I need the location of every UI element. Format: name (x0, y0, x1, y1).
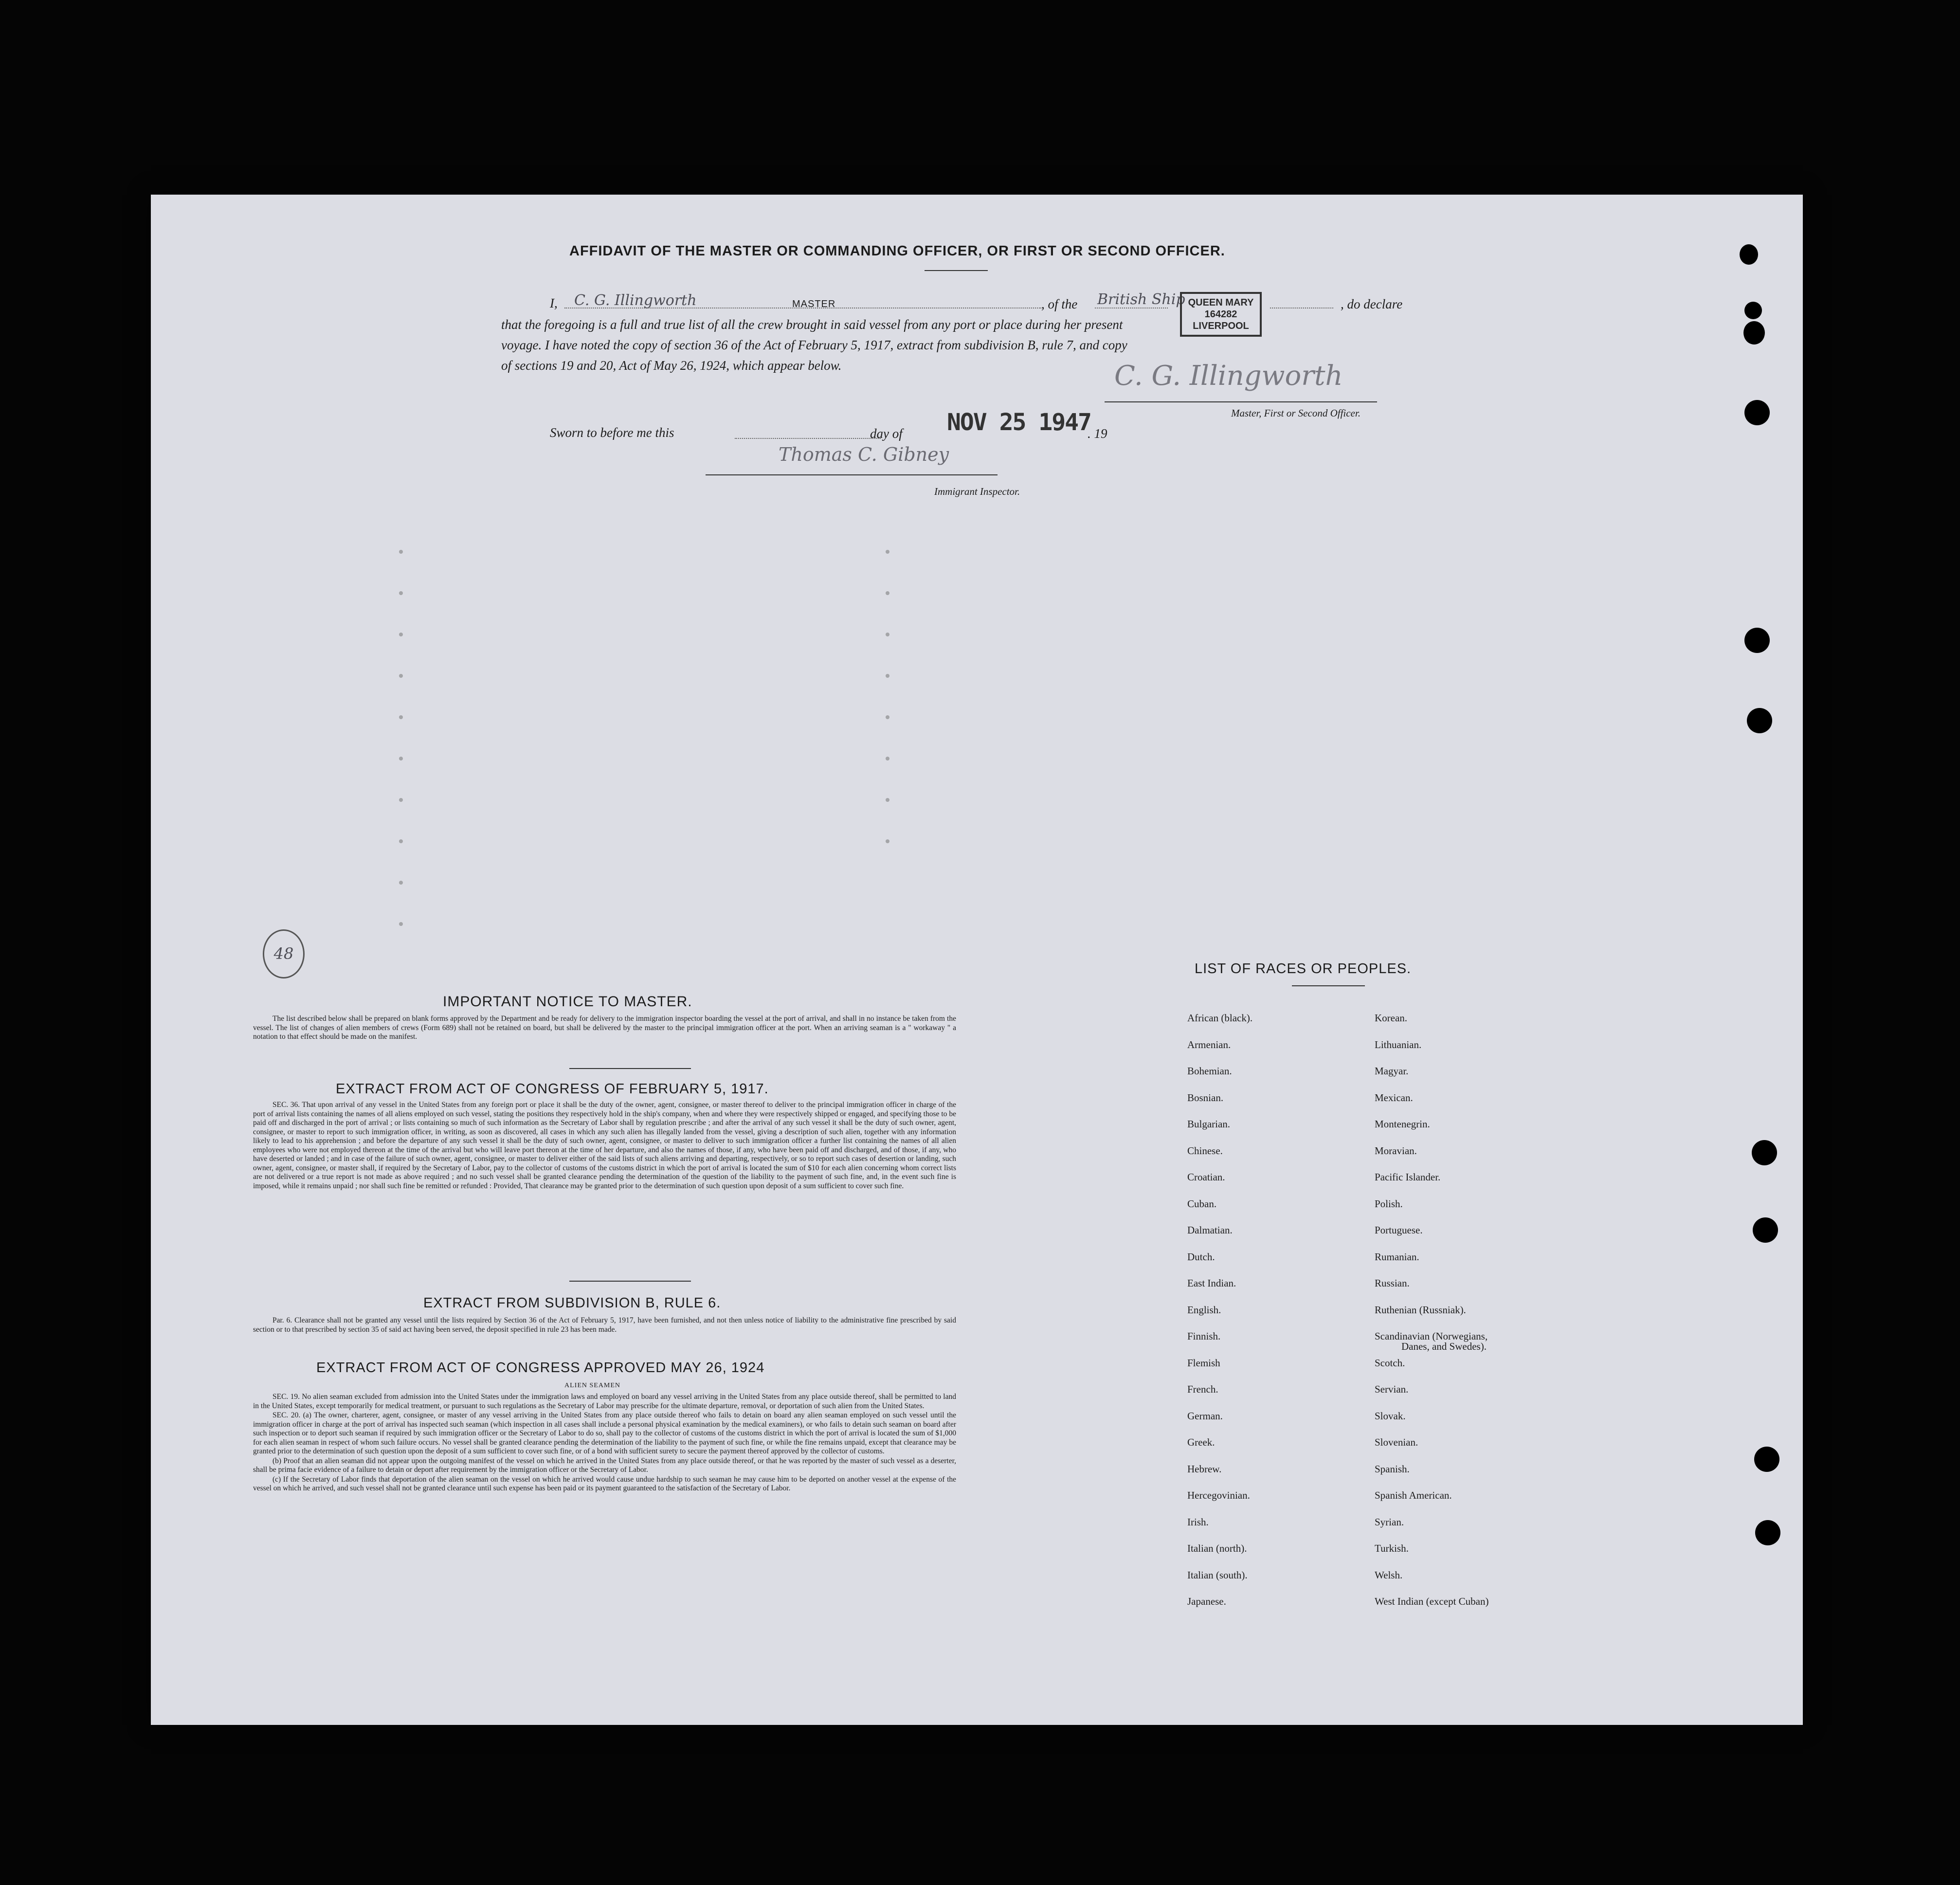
affidavit-line2: that the foregoing is a full and true list of all the crew brought in said vessel from any port or place during her present (501, 317, 1123, 332)
bleed-dot (886, 550, 889, 554)
extract-1924-text (253, 1393, 956, 1494)
of-the-label: , of the (1041, 297, 1078, 311)
divider (569, 1068, 691, 1069)
race-left-item: Cuban. (1187, 1197, 1217, 1210)
punch-hole (1752, 1140, 1777, 1165)
race-right-item: Magyar. (1375, 1065, 1409, 1077)
bleed-dot (399, 591, 403, 595)
bleed-dot (886, 674, 889, 678)
bleed-dot (399, 715, 403, 719)
bleed-dot (886, 591, 889, 595)
race-right-item: Mexican. (1375, 1091, 1413, 1104)
race-right-item: West Indian (except Cuban) (1375, 1595, 1489, 1607)
stamp-port: LIVERPOOL (1193, 321, 1249, 331)
race-right-item: Spanish American. (1375, 1489, 1452, 1501)
race-left-item: Hebrew. (1187, 1463, 1222, 1475)
race-right-item: Scotch. (1375, 1357, 1405, 1369)
extract-1924-title: EXTRACT FROM ACT OF CONGRESS APPROVED MAY 26, 1924 (316, 1360, 765, 1376)
race-right-item: Spanish. (1375, 1463, 1410, 1475)
race-right-item: Syrian. (1375, 1516, 1404, 1528)
race-right-item: Moravian. (1375, 1144, 1417, 1157)
notice-title: IMPORTANT NOTICE TO MASTER. (443, 994, 692, 1010)
race-right-item: Ruthenian (Russniak). (1375, 1304, 1466, 1316)
affidavit-line1-prefix: I, (550, 296, 558, 310)
race-right-item: Pacific Islander. (1375, 1171, 1441, 1183)
race-right-item: Portuguese. (1375, 1224, 1423, 1236)
race-continuation: Danes, and Swedes). (1401, 1341, 1487, 1352)
affidavit-title: AFFIDAVIT OF THE MASTER OR COMMANDING OFFICER, OR FIRST OR SECOND OFFICER. (569, 243, 1225, 259)
stamp-ship-name: QUEEN MARY (1188, 297, 1254, 308)
punch-hole (1744, 628, 1770, 653)
race-right-item: Lithuanian. (1375, 1038, 1422, 1051)
race-left-item: Bosnian. (1187, 1091, 1224, 1104)
circled-margin-mark (263, 929, 305, 979)
race-left-item: English. (1187, 1304, 1221, 1316)
punch-hole (1740, 244, 1758, 265)
section-20c-paragraph: (c) If the Secretary of Labor finds that deportation of the alien seaman on the vessel on which he arrived would cause undue hardship to such seaman he may cause him to be deported on another vessel at the expense of the vessel on which he arrived, and such vessel shall not be granted clearance until such expense has been paid or its payment guaranteed to the satisfaction of the Secretary of Labor. (253, 1475, 956, 1492)
race-right-item: Turkish. (1375, 1542, 1409, 1554)
section-19-paragraph: SEC. 19. No alien seaman excluded from admission into the United States under the immigration laws and employed on board any vessel arriving in the United States from any place outside thereof, shall be permitted to land in the United States, except temporarily for medical treatment, or pursuant to such regulations as the Secretary of Labor may prescribe for the ultimate departure, removal, or deportation of such alien from the United States. (253, 1393, 956, 1410)
race-left-item: Dalmatian. (1187, 1224, 1233, 1236)
day-blank (735, 438, 881, 439)
race-right-item: Slovak. (1375, 1410, 1406, 1422)
race-left-item: Chinese. (1187, 1144, 1223, 1157)
ship-name-stamp (1180, 292, 1262, 337)
race-right-item: Polish. (1375, 1197, 1403, 1210)
race-right-item: Scandinavian (Norwegians, (1375, 1330, 1488, 1342)
punch-hole (1747, 708, 1772, 733)
races-underline (1292, 985, 1365, 986)
date-stamp: NOV 25 1947 (947, 409, 1091, 436)
alien-seamen-subtitle: ALIEN SEAMEN (564, 1382, 621, 1389)
master-name-handwritten: C. G. Illingworth (574, 292, 697, 309)
declare-label: , do declare (1341, 297, 1403, 311)
signature-line (1105, 401, 1377, 402)
race-right-item: Korean. (1375, 1012, 1408, 1024)
inspector-signature: Thomas C. Gibney (779, 444, 949, 465)
race-left-item: African (black). (1187, 1012, 1253, 1024)
race-right-item: Welsh. (1375, 1569, 1403, 1581)
stamp-official-number: 164282 (1204, 309, 1237, 320)
race-left-item: Italian (north). (1187, 1542, 1247, 1554)
race-right-item: Servian. (1375, 1383, 1409, 1395)
rank-label: MASTER (792, 299, 836, 309)
inspector-caption: Immigrant Inspector. (934, 486, 1020, 497)
section-20a-paragraph: SEC. 20. (a) The owner, charterer, agent, consignee, or master of any vessel arriving in the United States from any place outside thereof who fails to detain on board any alien seaman employed on such vessel until the immigration officer in charge at the port of arrival has inspected such seaman (which inspection in all cases shall include a personal physical examination by the medical examiners), or who fails to detain such seaman on board after such inspection or to deport such seaman if required by such immigration officer or the Secretary of Labor to do so, shall pay to the collector of customs of the customs district in which the port of arrival is located the sum of $1,000 for each alien seaman in respect of whom such failure occurs. No vessel shall be granted clearance pending the determination of the liability to the payment of such fine, or while the fine remains unpaid, except that clearance may be granted prior to the determination of such question upon the deposit of a sum sufficient to cover such fine, or of a bond with sufficient surety to secure the payment thereof approved by the collector of customs. (253, 1411, 956, 1455)
bleed-dot (399, 550, 403, 554)
race-left-item: Armenian. (1187, 1038, 1231, 1051)
signature-caption: Master, First or Second Officer. (1231, 407, 1361, 419)
title-underline (925, 270, 988, 271)
document-page (151, 195, 1803, 1725)
bleed-dot (399, 674, 403, 678)
race-left-item: Greek. (1187, 1436, 1215, 1448)
race-right-item: Russian. (1375, 1277, 1410, 1289)
bleed-dot (399, 839, 403, 843)
year-label: . 19 (1088, 426, 1107, 441)
margin-mark-text: 48 (273, 944, 294, 963)
punch-hole (1744, 302, 1762, 319)
vessel-type-handwritten: British Ship (1097, 291, 1185, 308)
rule-6-text (253, 1316, 956, 1335)
divider (569, 1281, 691, 1282)
punch-hole (1754, 1447, 1779, 1472)
races-title: LIST OF RACES OR PEOPLES. (1195, 961, 1412, 977)
bleed-dot (399, 757, 403, 761)
bleed-dot (399, 922, 403, 926)
notice-text (253, 1015, 956, 1042)
punch-hole (1744, 400, 1770, 425)
race-left-item: Italian (south). (1187, 1569, 1248, 1581)
race-left-item: East Indian. (1187, 1277, 1236, 1289)
bleed-dot (886, 715, 889, 719)
bleed-dot (399, 798, 403, 802)
race-right-item: Rumanian. (1375, 1251, 1419, 1263)
race-left-item: Croatian. (1187, 1171, 1225, 1183)
master-signature: C. G. Illingworth (1114, 360, 1343, 392)
race-left-item: Bohemian. (1187, 1065, 1232, 1077)
punch-hole (1753, 1217, 1778, 1243)
race-left-item: Bulgarian. (1187, 1118, 1231, 1130)
race-left-item: Hercegovinian. (1187, 1489, 1250, 1501)
race-left-item: Flemish (1187, 1357, 1220, 1369)
punch-hole (1755, 1520, 1780, 1545)
punch-hole (1743, 321, 1765, 344)
race-left-item: Irish. (1187, 1516, 1209, 1528)
race-left-item: Japanese. (1187, 1595, 1226, 1607)
inspector-line (706, 474, 998, 475)
race-left-item: Finnish. (1187, 1330, 1221, 1342)
bleed-dot (886, 757, 889, 761)
section-20b-paragraph: (b) Proof that an alien seaman did not appear upon the outgoing manifest of the vessel on which he arrived in the United States from any place outside thereof, or that he was reported by the master of such vessel as a deserter, shall be prima facie evidence of a failure to detain or deport after requirement by the immigration officer or the Secretary of Labor. (253, 1456, 956, 1474)
race-left-item: Dutch. (1187, 1251, 1215, 1263)
bleed-dot (886, 798, 889, 802)
race-right-item: Montenegrin. (1375, 1118, 1430, 1130)
section-36-paragraph: SEC. 36. That upon arrival of any vessel in the United States from any foreign port or place it shall be the duty of the owner, agent, consignee, or master thereof to deliver to the principal immigration officer in charge of the port of arrival lists containing the names of all aliens employed on such vessel, stating the positions they respectively hold in the ship's company, when and where they were respectively shipped or engaged, and specifying those to be paid off and discharged in the port of arrival ; or lists containing so much of such information as the Secretary of Labor shall by regulation prescribe ; and after the arrival of any such vessel it shall be the duty of such owner, agent, consignee, or master to report to such immigration officer, in writing, as soon as discovered, all cases in which any such alien has illegally landed from the vessel, giving a description of such alien, together with any information likely to lead to his apprehension ; and before the departure of any such vessel it shall be the duty of such owner, agent, consignee, or master to deliver to such immigration officer a further list containing the names of all alien employees who were not employed thereon at the time of the arrival but who will leave port thereon at the time of her departure, and also the names of those, if any, who have been paid off and discharged, and of those, if any, who have deserted or landed ; and in case of the failure of such owner, agent, consignee, or master to deliver either of the said lists of such aliens arriving and departing, respectively, or so to report such cases of desertion or landing, such owner, agent, consignee, or master shall, if required by the Secretary of Labor, pay to the collector of customs of the customs district in which the port of arrival is located the sum of $10 for each alien concerning whom correct lists are not delivered or a true report is not made as above required ; and no such vessel shall be granted clearance pending the determination of the question of the liability to the payment of such fine, and, in the event such fine is imposed, while it remains unpaid ; nor shall such fine be remitted or refunded : Provided, That clearance may be granted prior to the determination of such question upon deposit of a sum sufficient to cover such fine. (253, 1101, 956, 1190)
affidavit-line4: of sections 19 and 20, Act of May 26, 1924, which appear below. (501, 358, 842, 373)
notice-paragraph: The list described below shall be prepared on blank forms approved by the Department and be ready for delivery to the immigration inspector boarding the vessel at the port of arrival, and shall in no instance be taken from the vessel. The list of changes of alien members of crews (Form 689) shall not be retained on board, but shall be delivered by the master to the principal immigration officer at the port. When an arriving seaman is a " workaway " a notation to that effect should be made on the manifest. (253, 1015, 956, 1041)
race-left-item: German. (1187, 1410, 1223, 1422)
bleed-dot (886, 839, 889, 843)
bleed-dot (399, 881, 403, 885)
day-of-label: day of (870, 426, 903, 441)
extract-1917-text (253, 1101, 956, 1191)
sworn-label: Sworn to before me this (550, 425, 674, 440)
race-right-item: Slovenian. (1375, 1436, 1418, 1448)
extract-1917-title: EXTRACT FROM ACT OF CONGRESS OF FEBRUARY 5, 1917. (336, 1081, 769, 1097)
rule-6-title: EXTRACT FROM SUBDIVISION B, RULE 6. (423, 1295, 721, 1311)
bleed-dot (399, 633, 403, 636)
affidavit-line3: voyage. I have noted the copy of section 36 of the Act of February 5, 1917, extract from subdivision B, rule 7, and copy (501, 338, 1127, 352)
race-left-item: French. (1187, 1383, 1218, 1395)
rule-6-paragraph: Par. 6. Clearance shall not be granted any vessel until the lists required by Section 36 of the Act of February 5, 1917, have been furnished, and not then unless notice of liability to the administrative fine prescribed by said section or to that prescribed by section 35 of said act having been served, the deposit specified in rule 23 has been made. (253, 1316, 956, 1334)
bleed-dot (886, 633, 889, 636)
